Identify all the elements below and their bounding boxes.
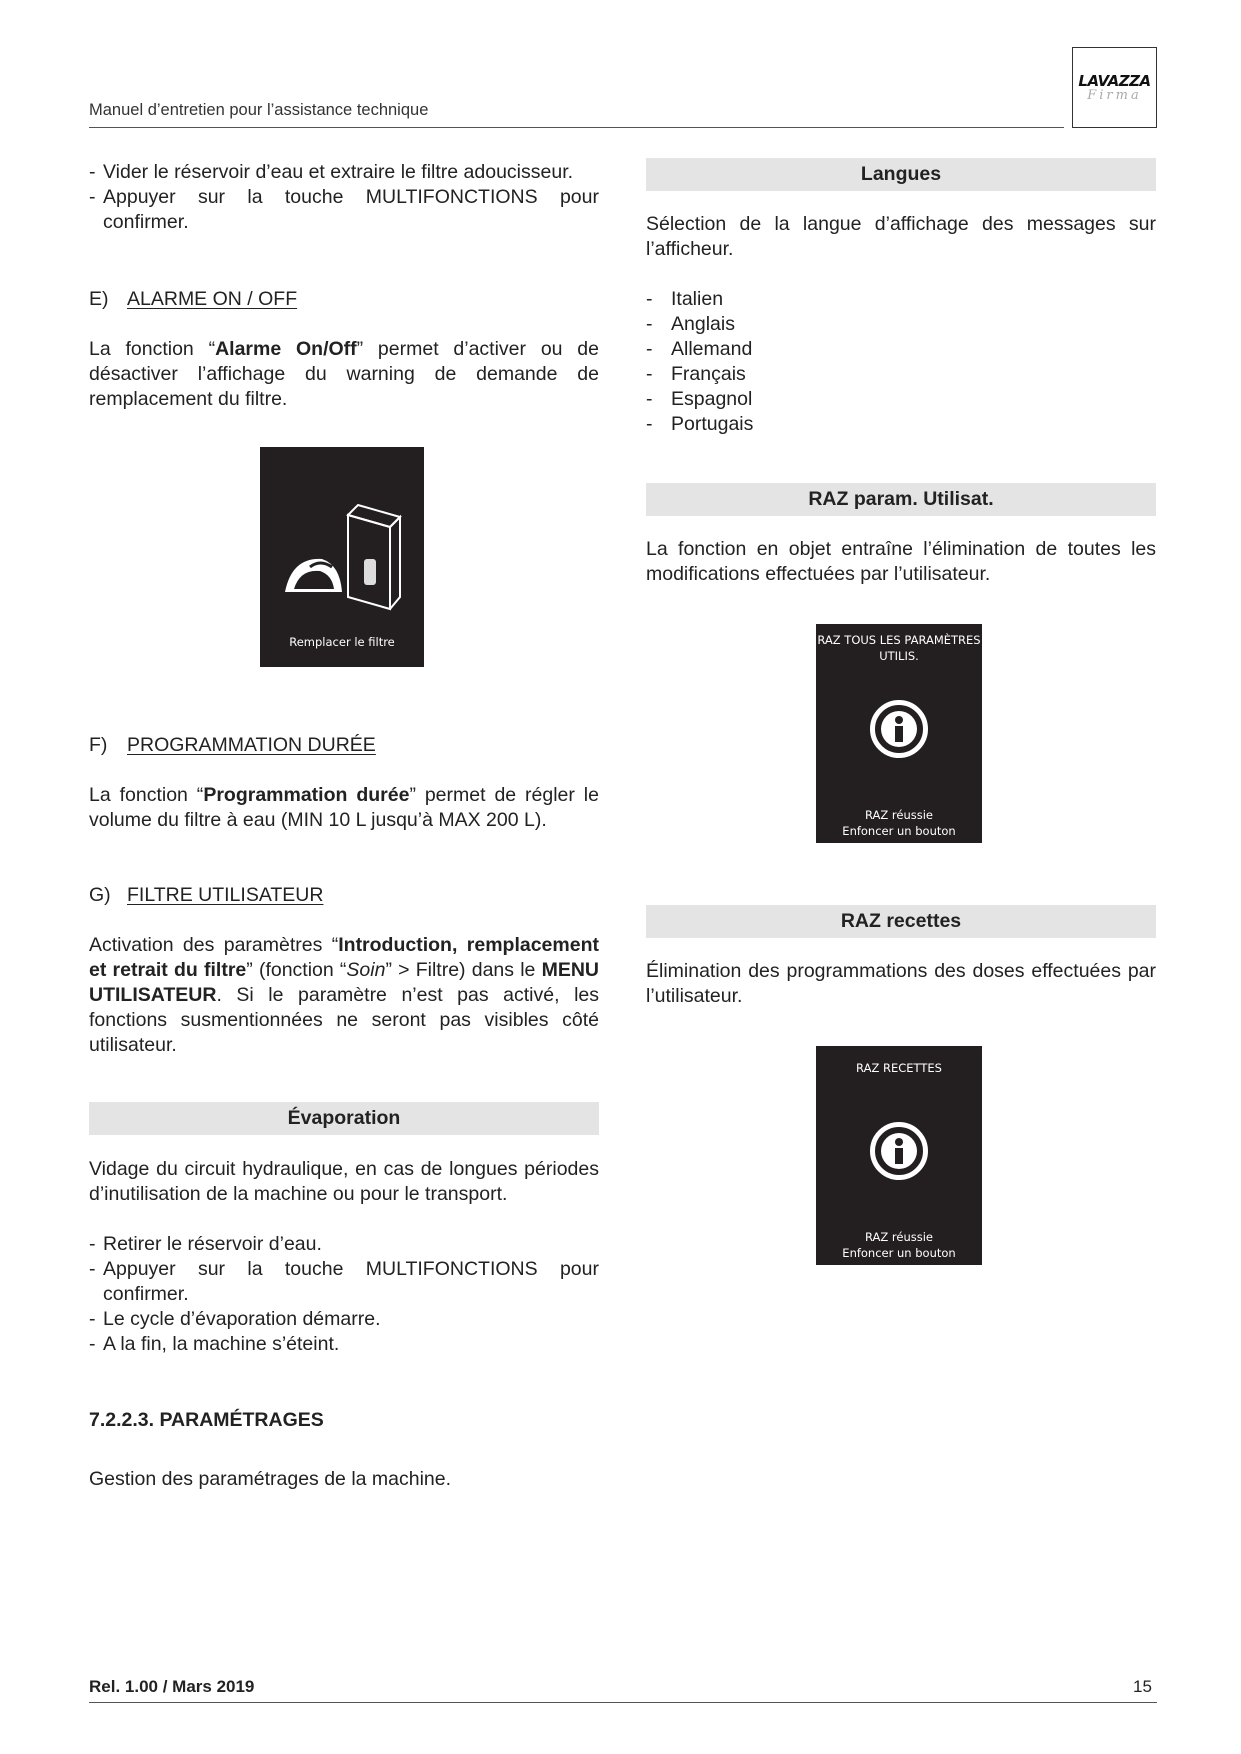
language-item: - Espagnol	[646, 387, 1156, 412]
raz-recettes-heading: RAZ recettes	[646, 905, 1156, 938]
screen-message: RAZ réussie	[864, 1230, 934, 1244]
langues-list	[646, 287, 1156, 437]
bold-text: MENU UTILISATEUR	[89, 959, 599, 1006]
header-divider	[89, 127, 1064, 128]
logo-text: LAVAZZA	[1078, 72, 1151, 90]
evaporation-heading: Évaporation	[89, 1102, 599, 1135]
lavazza-logo	[1072, 47, 1157, 128]
list-item: - Appuyer sur la touche MULTIFONCTIONS pour confirmer.	[89, 185, 599, 235]
text: ” (fonction “	[246, 959, 347, 981]
section-g-paragraph	[89, 933, 599, 1058]
screen-caption: Remplacer le filtre	[289, 635, 395, 649]
text: La fonction “	[89, 784, 204, 806]
footer-divider	[89, 1702, 1157, 1703]
screen-message: RAZ réussie	[864, 808, 934, 822]
section-letter: F)	[89, 734, 108, 756]
section-e-paragraph	[89, 337, 599, 412]
raz-recettes-text: Élimination des programmations des doses effectuées par l’utilisateur.	[646, 960, 1156, 1007]
filter-screen	[260, 447, 424, 667]
bold-text: Introduction, remplacement et retrait du filtre	[89, 934, 599, 981]
section-f-heading	[89, 733, 599, 758]
section-title: PROGRAMMATION DURÉE	[127, 734, 376, 756]
raz-recettes-screen	[816, 1046, 982, 1265]
filter-illustration	[280, 497, 405, 617]
text: ” permet de régler le volume du filtre à eau (MIN 10 L jusqu’à MAX 200 L).	[89, 784, 599, 831]
langues-heading: Langues	[646, 158, 1156, 191]
section-title: ALARME ON / OFF	[127, 288, 298, 310]
screen-message: Enfoncer un bouton	[842, 1246, 956, 1260]
language-item: - Allemand	[646, 337, 1156, 362]
parametrages-heading: 7.2.2.3. PARAMÉTRAGES	[89, 1409, 324, 1431]
section-e-heading	[89, 287, 599, 312]
list-item: - Le cycle d’évaporation démarre.	[89, 1307, 599, 1332]
raz-param-text: La fonction en objet entraîne l’élimination de toutes les modifications effectuées par l’utilisateur.	[646, 538, 1156, 585]
raz-param-heading: RAZ param. Utilisat.	[646, 483, 1156, 516]
section-letter: G)	[89, 884, 111, 906]
info-icon	[870, 700, 928, 758]
raz-param-screen	[816, 624, 982, 843]
italic-text: Soin	[346, 959, 386, 981]
section-g-heading	[89, 883, 599, 908]
section-title: FILTRE UTILISATEUR	[127, 884, 324, 906]
section-f-paragraph	[89, 783, 599, 833]
evaporation-text: Vidage du circuit hydraulique, en cas de longues périodes d’inutilisation de la machine ou pour le transport.	[89, 1158, 599, 1205]
screen-message: Enfoncer un bouton	[842, 824, 956, 838]
screen-title: UTILIS.	[879, 649, 919, 663]
language-item: - Italien	[646, 287, 1156, 312]
bold-text: Alarme On/Off	[215, 338, 357, 360]
bold-text: Programmation durée	[203, 784, 410, 806]
info-icon	[870, 1122, 928, 1180]
list-item: - A la fin, la machine s’éteint.	[89, 1332, 599, 1357]
release-info: Rel. 1.00 / Mars 2019	[89, 1677, 255, 1696]
text: . Si le paramètre n’est pas activé, les fonctions susmentionnées ne seront pas visibles côté utilisateur.	[89, 984, 599, 1056]
list-item: - Vider le réservoir d’eau et extraire le filtre adoucisseur.	[89, 160, 599, 185]
evaporation-steps	[89, 1232, 599, 1357]
langues-text: Sélection de la langue d’affichage des messages sur l’afficheur.	[646, 213, 1156, 260]
text: ” > Filtre) dans le	[385, 959, 542, 981]
parametrages-text: Gestion des paramétrages de la machine.	[89, 1468, 452, 1490]
text: ” permet d’activer ou de désactiver l’affichage du warning de demande de remplacement du filtre.	[89, 338, 599, 410]
text: Activation des paramètres “	[89, 934, 339, 956]
screen-title: RAZ RECETTES	[856, 1061, 942, 1075]
text: La fonction “	[89, 338, 216, 360]
screen-title: RAZ TOUS LES PARAMÈTRES	[817, 633, 981, 647]
language-item: - Portugais	[646, 412, 1156, 437]
list-item: - Retirer le réservoir d’eau.	[89, 1232, 599, 1257]
logo-subtext: Firma	[1087, 88, 1142, 103]
list-item: - Appuyer sur la touche MULTIFONCTIONS pour confirmer.	[89, 1257, 599, 1307]
section-letter: E)	[89, 288, 109, 310]
header-title: Manuel d’entretien pour l’assistance technique	[89, 101, 429, 119]
intro-steps	[89, 160, 599, 235]
language-item: - Français	[646, 362, 1156, 387]
page-number: 15	[1133, 1677, 1152, 1696]
language-item: - Anglais	[646, 312, 1156, 337]
